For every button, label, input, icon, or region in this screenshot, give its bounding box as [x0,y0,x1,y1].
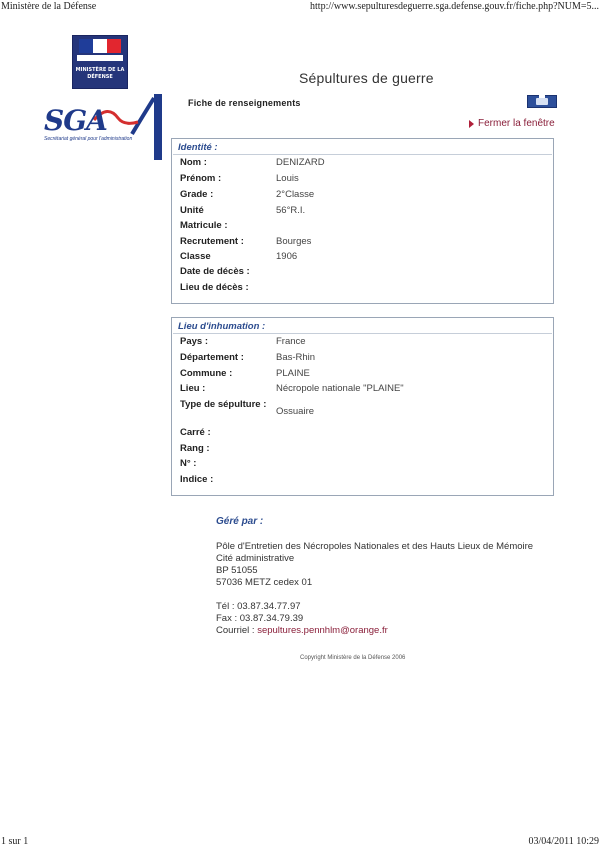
contact-line: BP 51055 [216,565,258,576]
close-window-label: Fermer la fenêtre [478,118,555,129]
field-label: Lieu : [180,383,206,394]
field-value: DENIZARD [276,157,325,168]
field-value: Nécropole nationale "PLAINE" [276,383,404,394]
contact-line: Cité administrative [216,553,295,564]
field-label: N° : [180,458,197,469]
field-label: Département : [180,352,244,363]
contact-fax: Fax : 03.87.34.79.39 [216,613,304,624]
print-header-left: Ministère de la Défense [1,1,97,12]
print-footer [0,836,600,848]
close-window-link[interactable] [469,118,555,129]
inhumation-title: Lieu d'inhumation : [178,321,266,332]
page-title: Sépultures de guerre [299,70,434,86]
arrow-right-icon [469,120,474,128]
sga-logo-text: SGA [44,104,107,137]
field-value: Ossuaire [276,406,315,417]
print-icon[interactable] [527,95,557,108]
page-count: 1 sur 1 [1,836,29,847]
field-label: Indice : [180,474,214,485]
flag-white [93,39,107,53]
field-label: Matricule : [180,220,228,231]
field-label: Lieu de décès : [180,282,249,293]
field-label: Carré : [180,427,211,438]
field-value: 2°Classe [276,189,315,200]
field-value: 1906 [276,251,298,262]
field-label: Nom : [180,157,207,168]
print-header-url: http://www.sepulturesdeguerre.sga.defense.gouv.fr/fiche.php?NUM=5... [310,1,599,12]
field-value: Bas-Rhin [276,352,316,363]
field-value: Louis [276,173,299,184]
ministry-logo-strip [77,55,123,61]
identite-panel [171,138,554,304]
field-label: Commune : [180,368,233,379]
sga-logo [36,94,162,160]
field-value: 56°R.I. [276,205,306,216]
print-timestamp: 03/04/2011 10:29 [528,836,599,847]
ministry-logo [72,35,128,89]
fiche-label: Fiche de renseignements [188,98,301,108]
field-label: Classe [180,251,211,262]
print-header [0,1,600,13]
field-value: PLAINE [276,368,310,379]
divider [173,333,552,334]
field-label: Unité [180,205,204,216]
contact-courriel [216,625,388,637]
ministry-logo-caption: MINISTÈRE DE LA DÉFENSE [75,67,125,80]
field-label: Type de sépulture : [180,399,267,410]
courriel-link[interactable]: sepultures.pennhlm@orange.fr [257,625,388,636]
field-value: France [276,336,306,347]
contact-line: Pôle d'Entretien des Nécropoles Nationales et des Hauts Lieux de Mémoire [216,541,534,552]
inhumation-panel [171,317,554,496]
field-label: Prénom : [180,173,222,184]
field-label: Rang : [180,443,210,454]
french-flag-icon [79,39,121,53]
divider [173,154,552,155]
contact-tel: Tél : 03.87.34.77.97 [216,601,301,612]
field-label: Grade : [180,189,214,200]
printer-glyph [536,98,548,105]
copyright: Copyright Ministère de la Défense 2006 [300,655,406,661]
contact-line: 57036 METZ cedex 01 [216,577,313,588]
field-label: Date de décès : [180,266,250,277]
field-label: Pays : [180,336,208,347]
flag-red [107,39,121,53]
field-value: Bourges [276,236,312,247]
sga-logo-subtitle: Secrétariat général pour l'administration [44,136,133,142]
gere-par-title: Géré par : [216,516,264,527]
courriel-label: Courriel : [216,625,255,636]
flag-blue [79,39,93,53]
identite-title: Identité : [178,142,218,153]
field-label: Recrutement : [180,236,244,247]
